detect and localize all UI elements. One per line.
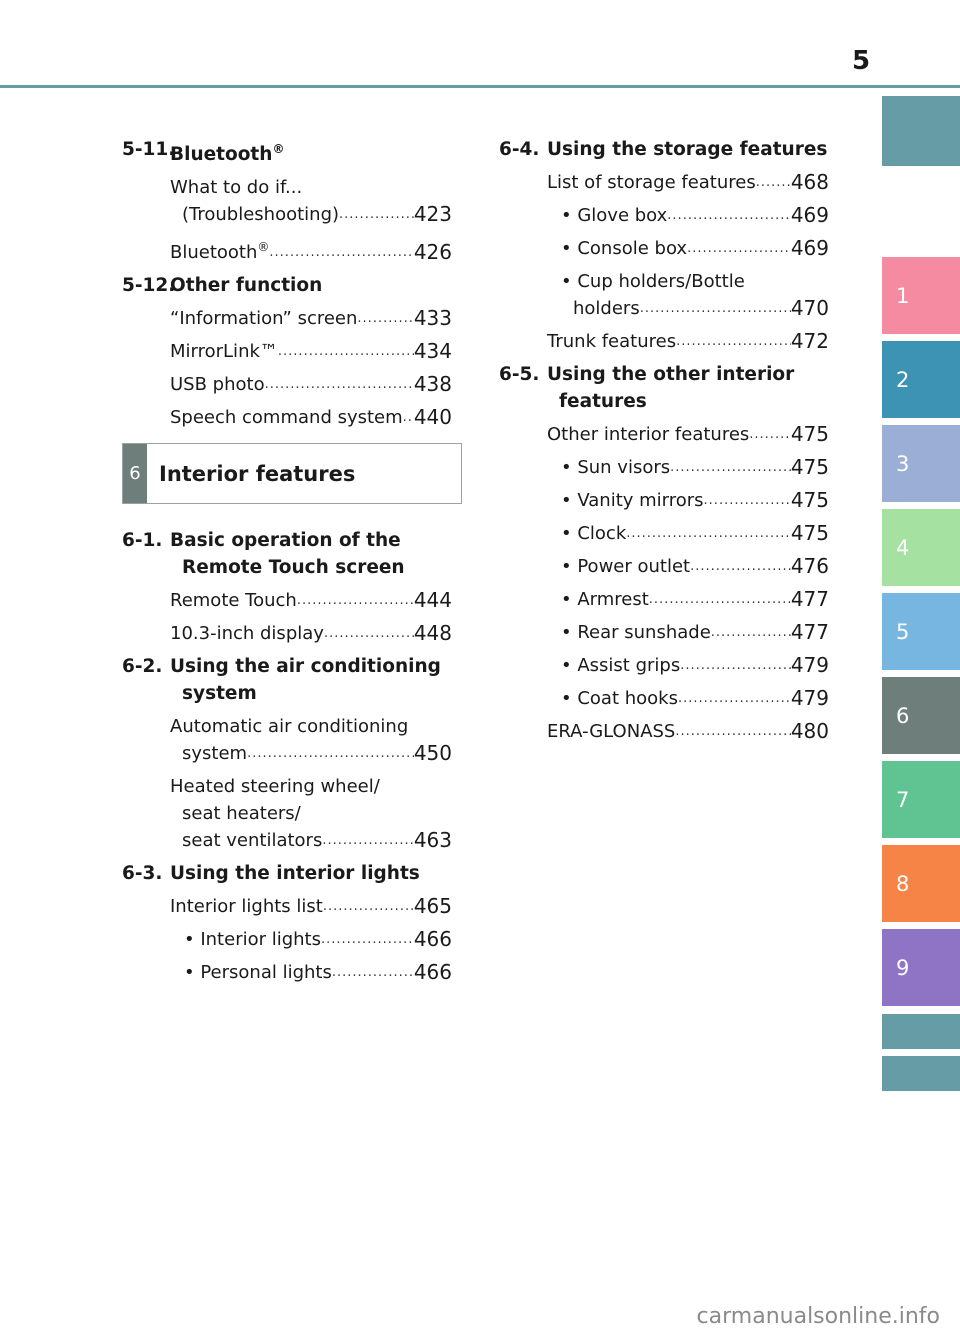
chapter-title: Interior features bbox=[159, 461, 356, 486]
toc-entry-storage-list[interactable]: List of storage features ..... 468 bbox=[499, 169, 829, 196]
chapter-tab-5[interactable]: 5 bbox=[882, 593, 960, 670]
chapter-tab-8[interactable]: 8 bbox=[882, 845, 960, 922]
chapter-tab-blank-0[interactable] bbox=[882, 96, 960, 166]
chapter-tab-3[interactable]: 3 bbox=[882, 425, 960, 502]
chapter-tab-1[interactable]: 1 bbox=[882, 257, 960, 334]
chapter-tab-6[interactable]: 6 bbox=[882, 677, 960, 754]
page-number: 5 bbox=[851, 46, 871, 76]
chapter-tab-9[interactable]: 9 bbox=[882, 929, 960, 1006]
chapter-tab-blank-11[interactable] bbox=[882, 1056, 960, 1091]
section-5-12[interactable]: 5-12. Other function bbox=[122, 275, 323, 297]
toc-entry-information-screen[interactable]: “Information” screen ..... 433 bbox=[122, 305, 452, 332]
chapter-tab-7[interactable]: 7 bbox=[882, 761, 960, 838]
toc-entry-assist-grips[interactable]: • Assist grips ..... 479 bbox=[499, 652, 829, 679]
toc-left-column bbox=[122, 136, 452, 437]
section-6-4[interactable]: 6-4. Using the storage features bbox=[499, 139, 828, 160]
toc-entry-trunk-features[interactable]: Trunk features ..... 472 bbox=[499, 328, 829, 355]
toc-entry-heated-steering[interactable]: Heated steering wheel/ seat heaters/ seat ventilators ..... 463 bbox=[122, 773, 452, 854]
section-6-2[interactable]: 6-2. Using the air conditioning system bbox=[122, 656, 441, 704]
toc-entry-usb-photo[interactable]: USB photo ..... 438 bbox=[122, 371, 452, 398]
toc-entry-troubleshooting[interactable]: What to do if... (Troubleshooting) ..... 423 bbox=[122, 174, 452, 228]
chapter-number: 6 bbox=[123, 444, 147, 503]
section-6-1[interactable]: 6-1. Basic operation of the Remote Touch screen bbox=[122, 530, 405, 578]
section-6-5[interactable]: 6-5. Using the other interior features bbox=[499, 364, 795, 412]
toc-entry-sun-visors[interactable]: • Sun visors ..... 475 bbox=[499, 454, 829, 481]
toc-entry-armrest[interactable]: • Armrest ..... 477 bbox=[499, 586, 829, 613]
chapter-tabs bbox=[882, 0, 960, 1333]
chapter-tab-4[interactable]: 4 bbox=[882, 509, 960, 586]
toc-entry-speech-command[interactable]: Speech command system ..... 440 bbox=[122, 404, 452, 431]
header-rule bbox=[0, 85, 960, 88]
toc-left-column-chapter-6 bbox=[122, 527, 452, 992]
toc-entry-remote-touch[interactable]: Remote Touch ..... 444 bbox=[122, 587, 452, 614]
toc-entry-cup-holders[interactable]: • Cup holders/Bottle holders ..... 470 bbox=[499, 268, 829, 322]
section-6-3[interactable]: 6-3. Using the interior lights bbox=[122, 863, 420, 884]
toc-entry-era-glonass[interactable]: ERA-GLONASS ..... 480 bbox=[499, 718, 829, 745]
toc-entry-interior-lights-list[interactable]: Interior lights list ..... 465 bbox=[122, 893, 452, 920]
toc-entry-personal-lights[interactable]: • Personal lights ..... 466 bbox=[122, 959, 452, 986]
toc-entry-console-box[interactable]: • Console box ..... 469 bbox=[499, 235, 829, 262]
toc-entry-rear-sunshade[interactable]: • Rear sunshade ..... 477 bbox=[499, 619, 829, 646]
toc-entry-auto-ac[interactable]: Automatic air conditioning system ..... 450 bbox=[122, 713, 452, 767]
toc-entry-other-interior[interactable]: Other interior features ..... 475 bbox=[499, 421, 829, 448]
chapter-tab-blank-10[interactable] bbox=[882, 1014, 960, 1049]
section-5-11[interactable]: 5-11. Bluetooth® bbox=[122, 139, 285, 166]
toc-right-column bbox=[499, 136, 829, 751]
watermark: carmanualsonline.info bbox=[696, 1304, 940, 1329]
toc-entry-power-outlet[interactable]: • Power outlet ..... 476 bbox=[499, 553, 829, 580]
toc-entry-mirrorlink[interactable]: MirrorLink™ ..... 434 bbox=[122, 338, 452, 365]
chapter-heading-box bbox=[122, 443, 462, 504]
toc-entry-coat-hooks[interactable]: • Coat hooks ..... 479 bbox=[499, 685, 829, 712]
chapter-tab-2[interactable]: 2 bbox=[882, 341, 960, 418]
toc-entry-interior-lights[interactable]: • Interior lights ..... 466 bbox=[122, 926, 452, 953]
toc-entry-vanity-mirrors[interactable]: • Vanity mirrors ..... 475 bbox=[499, 487, 829, 514]
toc-entry-glove-box[interactable]: • Glove box ..... 469 bbox=[499, 202, 829, 229]
toc-entry-bluetooth[interactable]: Bluetooth® ..... 426 bbox=[122, 234, 452, 266]
toc-entry-clock[interactable]: • Clock ..... 475 bbox=[499, 520, 829, 547]
toc-entry-display[interactable]: 10.3-inch display ..... 448 bbox=[122, 620, 452, 647]
